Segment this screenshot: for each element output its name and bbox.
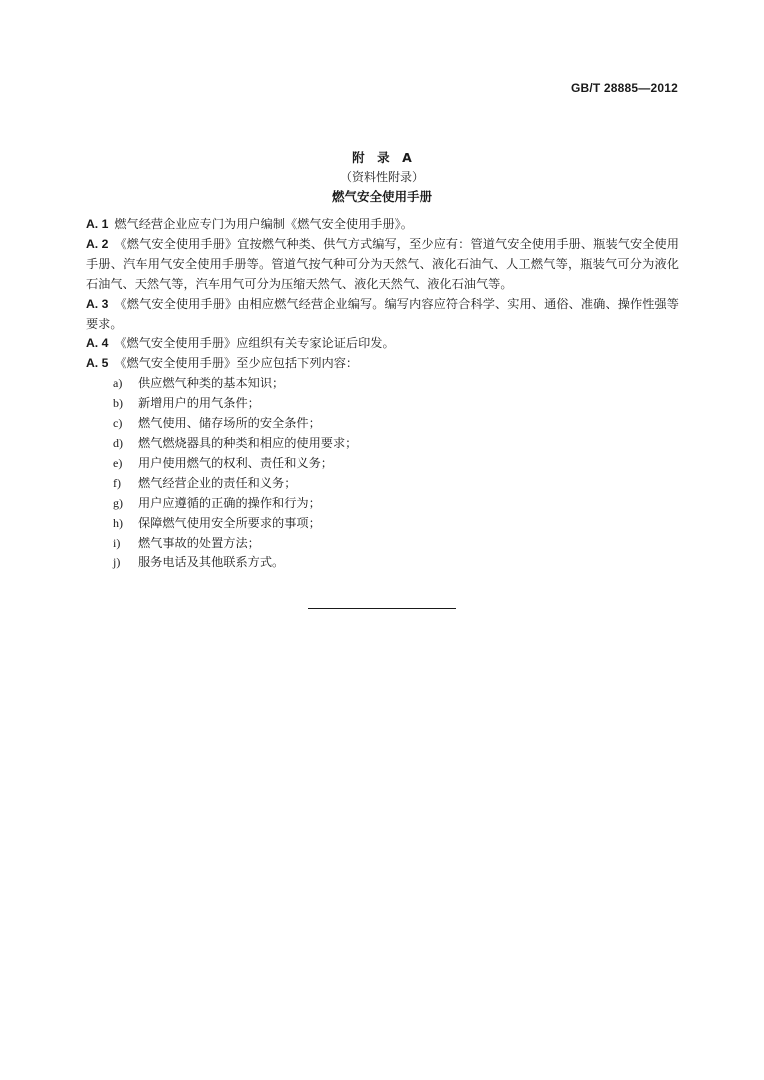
annex-title: 燃气安全使用手册 bbox=[331, 189, 432, 204]
clause-number: A. 3 bbox=[86, 296, 109, 311]
list-item-text: 用户使用燃气的权利、责任和义务； bbox=[138, 455, 333, 470]
list-item-text: 燃气事故的处置方法； bbox=[138, 535, 260, 550]
list-item bbox=[86, 494, 679, 514]
list-item bbox=[86, 374, 679, 394]
clause-text: 《燃气安全使用手册》宜按燃气种类、供气方式编写，至少应有：管道气安全使用手册、瓶装气安全使用手册、汽车用气安全使用手册等。管道气按气种可分为天然气、液化石油气、人工燃气等，瓶装气可分为液化石油气、天然气等，汽车用气可分为压缩天然气、液化天然气、液化石油气等。 bbox=[86, 236, 679, 291]
clause bbox=[86, 354, 679, 374]
list-item-text: 保障燃气使用安全所要求的事项； bbox=[138, 515, 321, 530]
standard-code: GB/T 28885—2012 bbox=[570, 81, 678, 95]
clause-number: A. 2 bbox=[86, 236, 109, 251]
clause bbox=[86, 215, 679, 235]
list-item-letter: i) bbox=[113, 535, 121, 550]
list-item-text: 燃气使用、储存场所的安全条件； bbox=[138, 416, 321, 431]
clause-text: 《燃气安全使用手册》至少应包括下列内容： bbox=[114, 356, 359, 371]
annex-label: 附 录 A bbox=[352, 150, 412, 165]
annex-body bbox=[86, 215, 679, 573]
list-item bbox=[86, 534, 679, 554]
list-item-text: 供应燃气种类的基本知识； bbox=[138, 376, 285, 391]
clause-number: A. 4 bbox=[86, 336, 109, 351]
clause bbox=[86, 235, 679, 295]
list-item-text: 新增用户的用气条件； bbox=[138, 396, 260, 411]
annex-nature: （资料性附录） bbox=[339, 170, 424, 184]
list-item-letter: b) bbox=[113, 396, 123, 411]
list-item-letter: f) bbox=[113, 475, 121, 490]
list-item-text: 服务电话及其他联系方式。 bbox=[138, 555, 285, 570]
list-item bbox=[86, 553, 679, 573]
list-item bbox=[86, 514, 679, 534]
list-item-letter: h) bbox=[113, 515, 123, 530]
list-item-letter: j) bbox=[113, 555, 121, 570]
list-item bbox=[86, 474, 679, 494]
list-item-letter: d) bbox=[113, 435, 123, 450]
list-item-text: 用户应遵循的正确的操作和行为； bbox=[138, 495, 321, 510]
clause-text: 《燃气安全使用手册》由相应燃气经营企业编写。编写内容应符合科学、实用、通俗、准确、操作性强等要求。 bbox=[86, 296, 679, 331]
clause bbox=[86, 334, 679, 354]
list-item-letter: g) bbox=[113, 495, 123, 510]
clause-number: A. 1 bbox=[86, 217, 109, 231]
list-item-letter: e) bbox=[113, 455, 123, 470]
clause-number: A. 5 bbox=[86, 356, 109, 371]
list-item-letter: c) bbox=[113, 416, 123, 431]
list-item-letter: a) bbox=[113, 376, 123, 391]
list-item bbox=[86, 434, 679, 454]
content-list bbox=[86, 374, 679, 573]
list-item-text: 燃气燃烧器具的种类和相应的使用要求； bbox=[138, 435, 358, 450]
clause bbox=[86, 295, 679, 335]
clause-text: 《燃气安全使用手册》应组织有关专家论证后印发。 bbox=[114, 336, 395, 351]
end-of-annex-rule bbox=[308, 608, 456, 609]
list-item-text: 燃气经营企业的责任和义务； bbox=[138, 475, 297, 490]
list-item bbox=[86, 394, 679, 414]
clause-text: 燃气经营企业应专门为用户编制《燃气安全使用手册》。 bbox=[114, 217, 413, 231]
list-item bbox=[86, 414, 679, 434]
list-item bbox=[86, 454, 679, 474]
